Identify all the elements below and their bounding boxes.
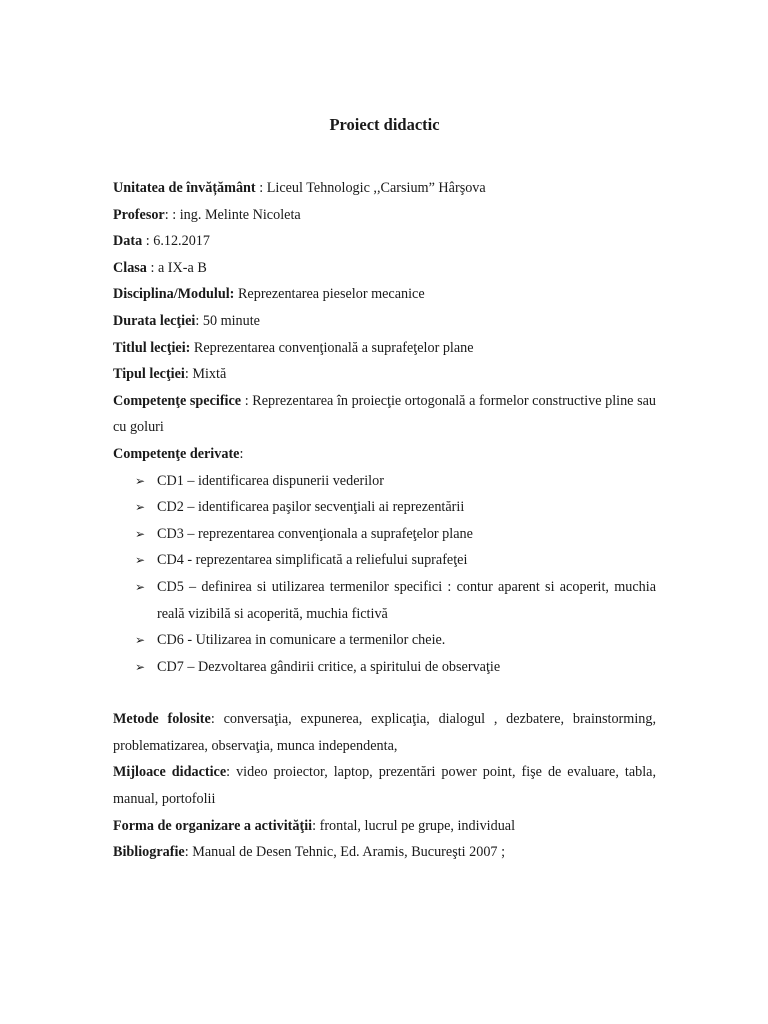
list-item xyxy=(135,468,656,495)
field-disciplina xyxy=(113,281,656,308)
field-separator: : xyxy=(195,312,203,329)
list-item xyxy=(135,494,656,521)
field-label: Metode folosite xyxy=(113,711,211,728)
field-label: Forma de organizare a activităţii xyxy=(113,817,313,834)
field-bibliografie xyxy=(113,839,656,866)
list-item-text: CD5 – definirea si utilizarea termenilor specifici : contur aparent si acoperit, muchia reală vizibilă si acoperită, muchia fictivă xyxy=(157,578,656,622)
list-item-text: CD4 - reprezentarea simplificată a reliefului suprafeţei xyxy=(157,552,468,569)
list-item-text: CD3 – reprezentarea convenţionala a suprafeţelor plane xyxy=(157,525,473,542)
field-separator: : xyxy=(241,392,253,409)
field-value: conversaţia, expunerea, explicaţia, dialogul , dezbatere, brainstorming, problematizarea, observaţia, munca independenta, xyxy=(113,711,656,754)
field-metode xyxy=(113,706,656,759)
field-unitatea xyxy=(113,175,656,202)
list-item xyxy=(135,521,656,548)
field-value: 50 minute xyxy=(202,312,260,329)
field-separator: : xyxy=(239,445,244,462)
field-label: Unitatea de învățământ xyxy=(113,180,256,196)
field-competente-derivate xyxy=(113,441,656,468)
field-clasa xyxy=(113,255,656,282)
field-label: Bibliografie xyxy=(113,844,185,861)
competente-derivate-list xyxy=(113,468,656,681)
field-label: Competenţe specifice xyxy=(113,392,242,409)
field-separator: : xyxy=(184,366,193,383)
arrowhead-bullet-icon: ➢ xyxy=(135,473,146,488)
field-label: Tipul lecţiei xyxy=(113,366,185,383)
arrowhead-bullet-icon: ➢ xyxy=(135,633,146,648)
arrowhead-bullet-icon: ➢ xyxy=(135,553,146,568)
field-value: Mixtă xyxy=(192,366,227,383)
list-item-text: CD1 – identificarea dispunerii vederilor xyxy=(157,472,384,489)
field-value: a IX-a B xyxy=(157,259,207,276)
field-label: Durata lecţiei xyxy=(113,312,196,329)
field-label: Mijloace didactice xyxy=(113,764,227,781)
arrowhead-bullet-icon: ➢ xyxy=(135,579,146,594)
field-value: Manual de Desen Tehnic, Ed. Aramis, Bucureşti 2007 ; xyxy=(192,844,506,861)
field-data xyxy=(113,228,656,255)
field-competente-specifice xyxy=(113,388,656,441)
list-item xyxy=(135,574,656,627)
field-value: Reprezentarea convenţională a suprafeţelor plane xyxy=(193,339,474,356)
list-item-text: CD2 – identificarea paşilor secvenţiali ai reprezentării xyxy=(157,499,465,516)
field-label: Profesor xyxy=(113,206,165,223)
field-value: frontal, lucrul pe grupe, individual xyxy=(319,817,516,834)
list-item xyxy=(135,654,656,681)
field-value: Reprezentarea în proiecţie ortogonală a formelor constructive pline sau cu goluri xyxy=(113,392,656,436)
field-value: 6.12.2017 xyxy=(153,233,210,250)
field-label: Clasa xyxy=(113,259,147,276)
field-separator: : xyxy=(184,844,193,861)
field-tipul xyxy=(113,361,656,388)
section-spacer xyxy=(113,680,656,706)
arrowhead-bullet-icon: ➢ xyxy=(135,526,146,541)
arrowhead-bullet-icon: ➢ xyxy=(135,500,146,515)
field-profesor xyxy=(113,202,656,229)
field-label: Competenţe derivate xyxy=(113,445,240,462)
list-item-text: CD6 - Utilizarea in comunicare a termenilor cheie. xyxy=(157,632,446,649)
field-separator: : xyxy=(142,233,154,250)
document-page xyxy=(113,112,656,866)
field-forma xyxy=(113,813,656,840)
field-label: Titlul lecţiei: xyxy=(113,339,191,356)
field-separator: : xyxy=(255,180,267,196)
document-title: Proiect didactic xyxy=(329,115,440,134)
field-value: : ing. Melinte Nicoleta xyxy=(172,206,301,223)
field-label: Data xyxy=(113,233,143,250)
field-durata xyxy=(113,308,656,335)
arrowhead-bullet-icon: ➢ xyxy=(135,659,146,674)
field-value: Reprezentarea pieselor mecanice xyxy=(237,286,425,303)
list-item-text: CD7 – Dezvoltarea gândirii critice, a spiritului de observaţie xyxy=(157,658,501,675)
field-value: Liceul Tehnologic ,,Carsium” Hârşova xyxy=(266,180,486,196)
field-separator: : xyxy=(146,259,158,276)
field-mijloace xyxy=(113,759,656,812)
field-separator: : xyxy=(164,206,173,223)
list-item xyxy=(135,547,656,574)
field-value: video proiector, laptop, prezentări power point, fişe de evaluare, tabla, manual, portofolii xyxy=(113,764,656,808)
field-separator: : xyxy=(312,817,320,834)
field-separator: : xyxy=(210,711,224,728)
field-label: Disciplina/Modulul: xyxy=(113,286,235,303)
field-separator: : xyxy=(226,764,237,781)
field-titlul xyxy=(113,335,656,362)
list-item xyxy=(135,627,656,654)
